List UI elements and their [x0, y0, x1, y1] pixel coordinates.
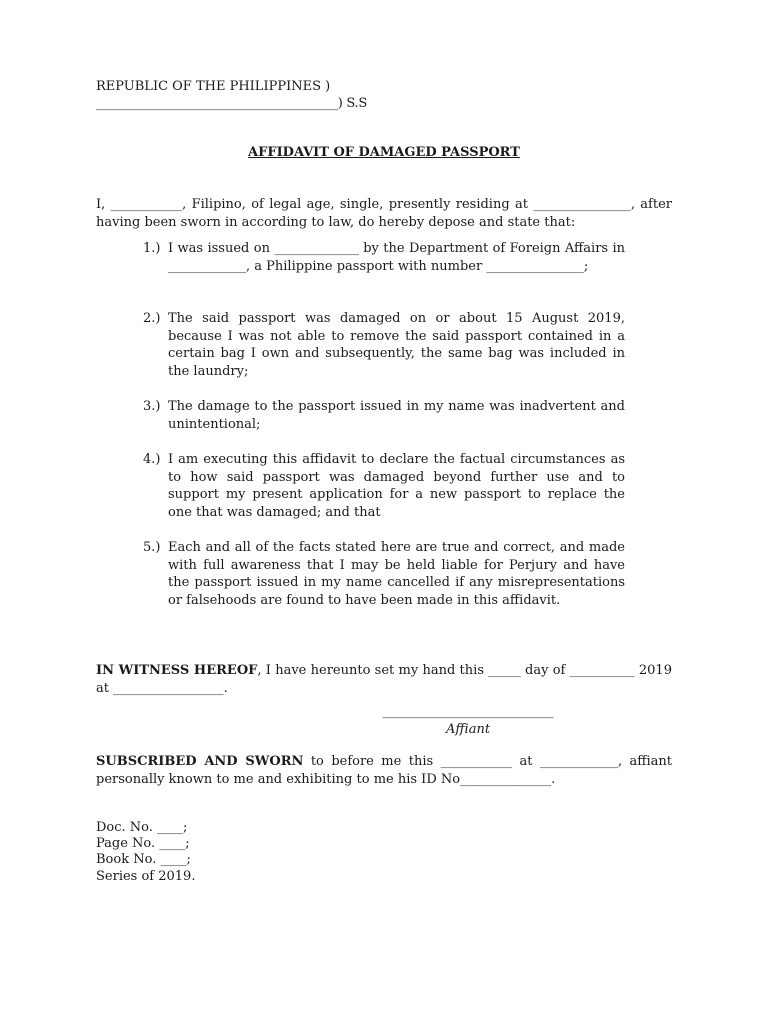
- page-number: Page No. ____;: [96, 836, 190, 851]
- statement-item-3: [143, 398, 625, 433]
- ss-line: _______________________________________) S.S: [96, 96, 367, 111]
- item-text: The said passport was damaged on or about 15 August 2019, because I was not able to remove the said passport contained in a certain bag I own and subsequently, the same bag was included in the laundry;: [168, 311, 625, 379]
- statement-item-1: [143, 240, 625, 275]
- item-number: 1.): [143, 241, 161, 256]
- witness-text: , I have hereunto set my hand this _____ day of __________ 2019 at _________________.: [96, 663, 672, 696]
- statement-item-2: [143, 310, 625, 380]
- signature-line: ____________________________: [382, 704, 554, 719]
- book-number: Book No. ____;: [96, 852, 191, 867]
- item-number: 3.): [143, 399, 161, 414]
- republic-line: REPUBLIC OF THE PHILIPPINES ): [96, 79, 331, 94]
- statement-item-4: [143, 451, 625, 521]
- series-year: Series of 2019.: [96, 869, 196, 884]
- document-title: AFFIDAVIT OF DAMAGED PASSPORT: [248, 145, 520, 160]
- item-number: 5.): [143, 540, 161, 555]
- intro-paragraph: I, ___________, Filipino, of legal age, single, presently residing at _______________, after having been sworn in according to law, do hereby depose and state that:: [96, 197, 672, 230]
- jurat-text: to before me this ___________ at ____________, affiant personally known to me and exhibiting to me his ID No______________.: [96, 754, 673, 787]
- item-text: Each and all of the facts stated here are true and correct, and made with full awareness that I may be held liable for Perjury and have the passport issued in my name cancelled if any misrepresentations or falsehoods are found to have been made in this affidavit.: [168, 540, 625, 608]
- item-text: I am executing this affidavit to declare the factual circumstances as to how said passport was damaged beyond further use and to support my present application for a new passport to replace the one that was damaged; and that: [168, 452, 625, 520]
- jurat-paragraph: [96, 753, 672, 788]
- item-text: I was issued on _____________ by the Department of Foreign Affairs in ____________, a Philippine passport with number _______________;: [168, 241, 625, 274]
- witness-paragraph: [96, 662, 672, 697]
- witness-lead: IN WITNESS HEREOF: [96, 663, 258, 678]
- statement-item-5: [143, 539, 625, 609]
- item-text: The damage to the passport issued in my name was inadvertent and unintentional;: [168, 399, 625, 432]
- doc-number: Doc. No. ____;: [96, 820, 188, 835]
- jurat-lead: SUBSCRIBED AND SWORN: [96, 754, 304, 769]
- item-number: 4.): [143, 452, 161, 467]
- affiant-label: Affiant: [445, 722, 491, 737]
- item-number: 2.): [143, 311, 161, 326]
